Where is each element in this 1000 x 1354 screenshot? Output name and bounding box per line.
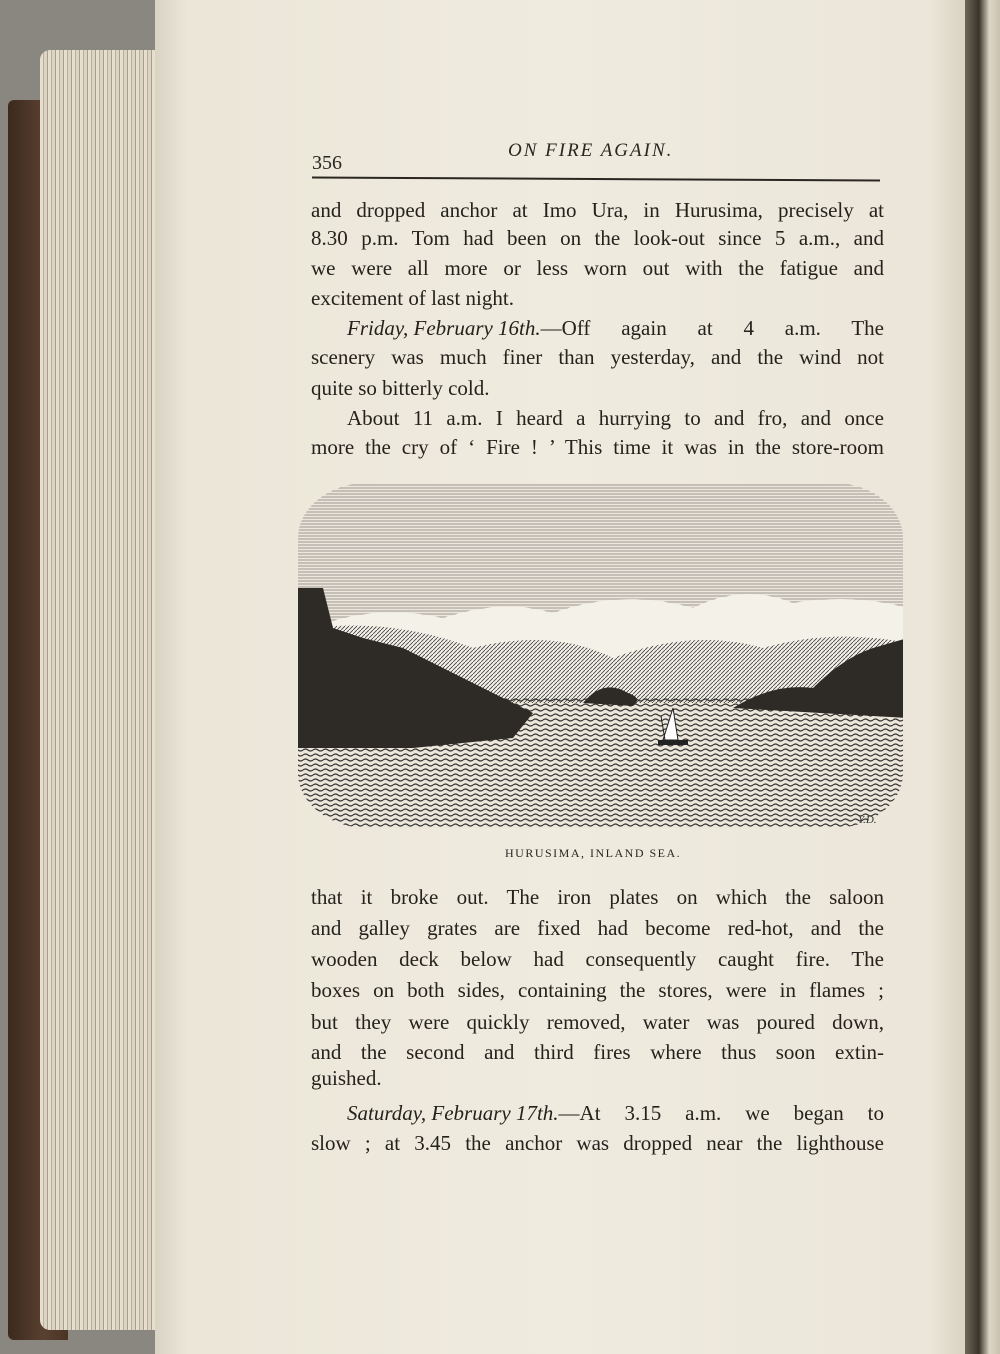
text-line: we were all more or less worn out with the fatigue and [311, 256, 884, 280]
text-line: that it broke out. The iron plates on which the saloon [311, 885, 884, 909]
date-heading: Saturday, February 17th. [347, 1101, 559, 1125]
text-line: but they were quickly removed, water was poured down, [311, 1010, 884, 1034]
running-head: ON FIRE AGAIN. [508, 140, 674, 161]
text-line: About 11 a.m. I heard a hurrying to and fro, and once [347, 406, 884, 430]
text-line: slow ; at 3.45 the anchor was dropped near the lighthouse [311, 1131, 884, 1155]
text-line: and the second and third fires where thus soon extin- [311, 1040, 884, 1064]
figure-caption: HURUSIMA, INLAND SEA. [505, 846, 682, 860]
text-line-saturday [311, 1101, 884, 1125]
text-line: guished. [311, 1066, 382, 1090]
text-line: and dropped anchor at Imo Ura, in Hurusima, precisely at [311, 198, 884, 222]
text-line: quite so bitterly cold. [311, 376, 490, 400]
date-heading: Friday, February 16th. [347, 316, 541, 340]
facing-page-edge [965, 0, 1000, 1354]
text-line: boxes on both sides, containing the stores, were in flames ; [311, 978, 884, 1002]
page-edges [40, 50, 165, 1330]
text-line-friday [311, 316, 884, 340]
engraving-illustration [293, 478, 908, 833]
text-fragment: —At 3.15 a.m. we began to [558, 1101, 884, 1125]
text-line: excitement of last night. [311, 286, 514, 310]
engraver-signature: Y.D. [858, 814, 877, 826]
page-number: 356 [312, 152, 342, 174]
text-line: 8.30 p.m. Tom had been on the look-out since 5 a.m., and [311, 226, 884, 250]
text-line: wooden deck below had consequently caught fire. The [311, 947, 884, 971]
text-fragment: —Off again at 4 a.m. The [540, 316, 884, 340]
text-line: scenery was much finer than yesterday, and the wind not [311, 345, 884, 369]
text-line: and galley grates are fixed had become red-hot, and the [311, 916, 884, 940]
text-line: more the cry of ‘ Fire ! ’ This time it was in the store-room [311, 435, 884, 459]
